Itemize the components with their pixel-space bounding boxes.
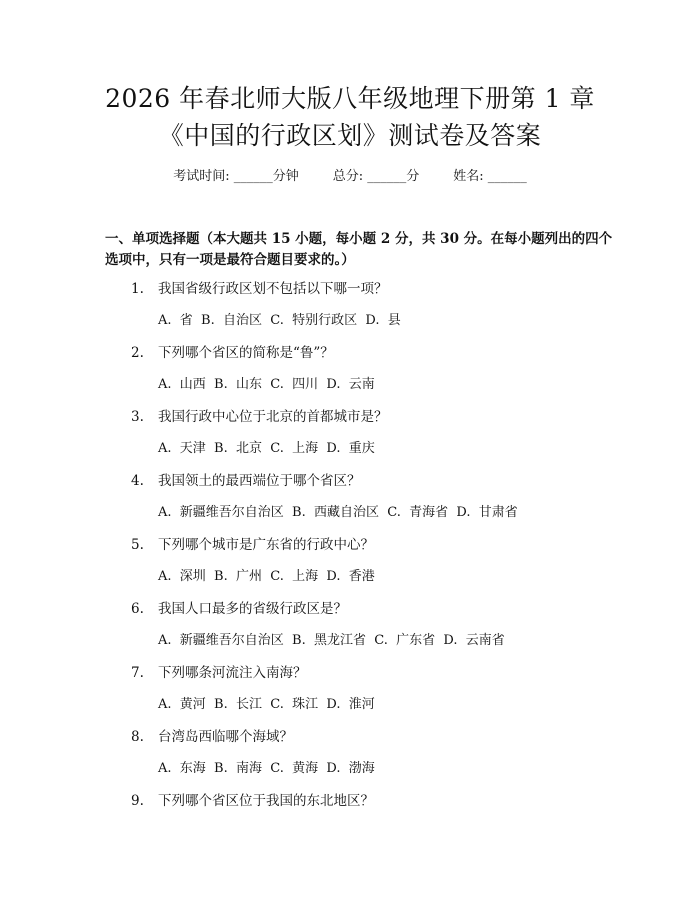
question-2 (131, 343, 334, 363)
question-1 (131, 279, 388, 299)
section-heading-single-choice: 一、单项选择题（本大题共 15 小题，每小题 2 分，共 30 分。在每小题列出的四个选项中，只有一项是最符合题目要求的。） (105, 231, 613, 268)
exam-total-score: 总分: ______分 (332, 169, 420, 184)
question-6 (131, 599, 347, 619)
question-text: 我国领土的最西端位于哪个省区？ (158, 473, 361, 489)
question-text: 下列哪个省区位于我国的东北地区？ (158, 793, 374, 809)
question-text: 台湾岛西临哪个海域？ (158, 729, 293, 745)
question-8 (131, 727, 293, 747)
exam-time: 考试时间: ______分钟 (173, 169, 299, 184)
question-2-options: A. 山西 B. 山东 C. 四川 D. 云南 (158, 377, 375, 392)
question-number: 1. (131, 281, 144, 297)
question-4-options: A. 新疆维吾尔自治区 B. 西藏自治区 C. 青海省 D. 甘肃省 (158, 505, 518, 520)
page-title-line2: 《中国的行政区划》测试卷及答案 (158, 121, 542, 150)
question-text: 我国人口最多的省级行政区是？ (158, 601, 347, 617)
question-1-options: A. 省 B. 自治区 C. 特别行政区 D. 县 (158, 313, 401, 328)
question-3-options: A. 天津 B. 北京 C. 上海 D. 重庆 (158, 441, 375, 456)
question-number: 5. (131, 537, 144, 553)
question-number: 8. (131, 729, 144, 745)
question-3 (131, 407, 388, 427)
question-number: 6. (131, 601, 144, 617)
question-7-options: A. 黄河 B. 长江 C. 珠江 D. 淮河 (158, 697, 375, 712)
page-title-line1: 2026 年春北师大版八年级地理下册第 1 章 (105, 84, 595, 113)
question-number: 3. (131, 409, 144, 425)
exam-meta (0, 168, 700, 186)
question-7 (131, 663, 307, 683)
question-text: 我国行政中心位于北京的首都城市是？ (158, 409, 388, 425)
question-number: 2. (131, 345, 144, 361)
question-6-options: A. 新疆维吾尔自治区 B. 黑龙江省 C. 广东省 D. 云南省 (158, 633, 505, 648)
question-text: 下列哪个城市是广东省的行政中心？ (158, 537, 374, 553)
question-5 (131, 535, 374, 555)
question-text: 下列哪个省区的简称是“鲁”？ (158, 345, 334, 361)
question-number: 4. (131, 473, 144, 489)
question-8-options: A. 东海 B. 南海 C. 黄海 D. 渤海 (158, 761, 375, 776)
question-5-options: A. 深圳 B. 广州 C. 上海 D. 香港 (158, 569, 375, 584)
question-4 (131, 471, 361, 491)
student-name: 姓名: ______ (453, 169, 527, 184)
question-number: 7. (131, 665, 144, 681)
question-text: 我国省级行政区划不包括以下哪一项？ (158, 281, 388, 297)
question-number: 9. (131, 793, 144, 809)
question-text: 下列哪条河流注入南海？ (158, 665, 307, 681)
question-9 (131, 791, 374, 811)
